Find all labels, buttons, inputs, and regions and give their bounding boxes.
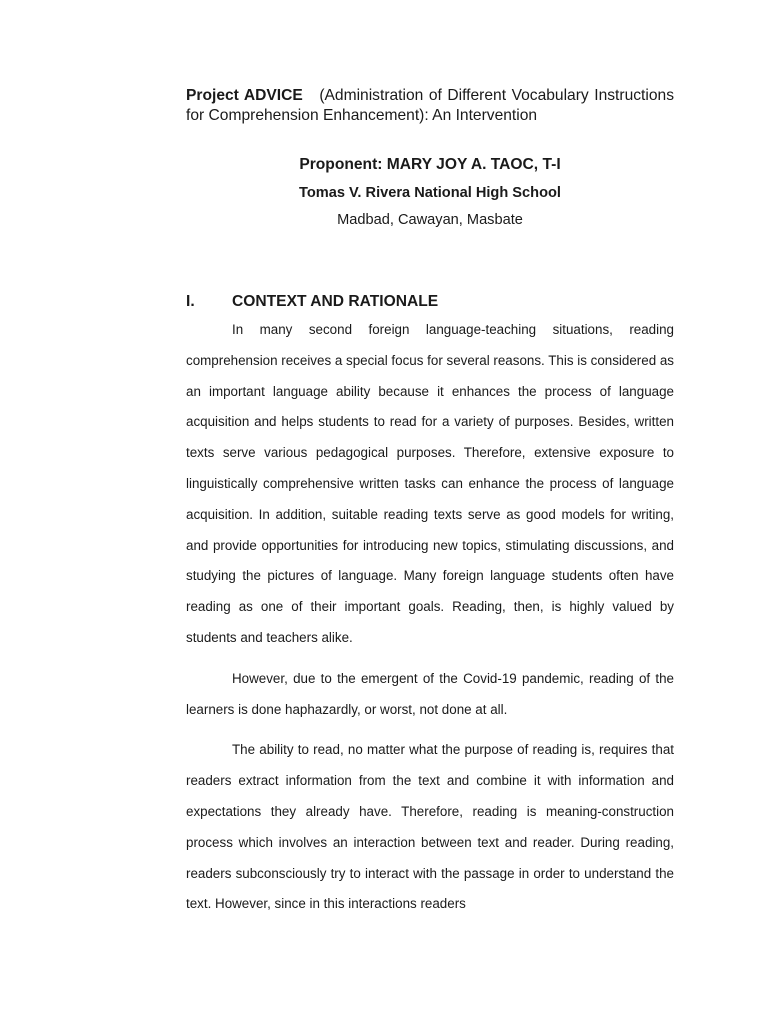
project-description: (Administration of Different Vocabulary Instructions for Comprehension Enhancement): An Intervention [186,87,674,124]
section-number: I. [186,293,195,310]
project-name: Project ADVICE [186,87,303,104]
document-page [186,86,674,920]
section-title: CONTEXT AND RATIONALE [232,293,439,310]
school-location: Madbad, Cawayan, Masbate [337,212,523,228]
school-name: Tomas V. Rivera National High School [299,185,561,201]
paragraph-2: However, due to the emergent of the Covid-19 pandemic, reading of the learners is done haphazardly, or worst, not done at all. [186,670,674,717]
paragraph-3: The ability to read, no matter what the purpose of reading is, requires that readers extract information from the text and combine it with information and expectations they already have. Therefore, reading is meaning-construction process which involves an interaction between text and reader. During reading, readers subconsciously try to interact with the passage in order to understand the text. However, since in this interactions readers [186,742,674,912]
proponent-line: Proponent: MARY JOY A. TAOC, T-I [299,156,561,173]
document-title [186,86,674,126]
section-heading [186,291,674,313]
paragraph-1: In many second foreign language-teaching situations, reading comprehension receives a special focus for several reasons. This is considered as an important language ability because it enhances the process of language acquisition and helps students to read for a variety of purposes. Besides, written texts serve various pedagogical purposes. Therefore, extensive exposure to linguistically comprehensive written tasks can enhance the process of language acquisition. In addition, suitable reading texts serve as good models for writing, and provide opportunities for introducing new topics, stimulating discussions, and studying the pictures of language. Many foreign language students often have reading as one of their important goals. Reading, then, is highly valued by students and teachers alike. [186,322,675,645]
